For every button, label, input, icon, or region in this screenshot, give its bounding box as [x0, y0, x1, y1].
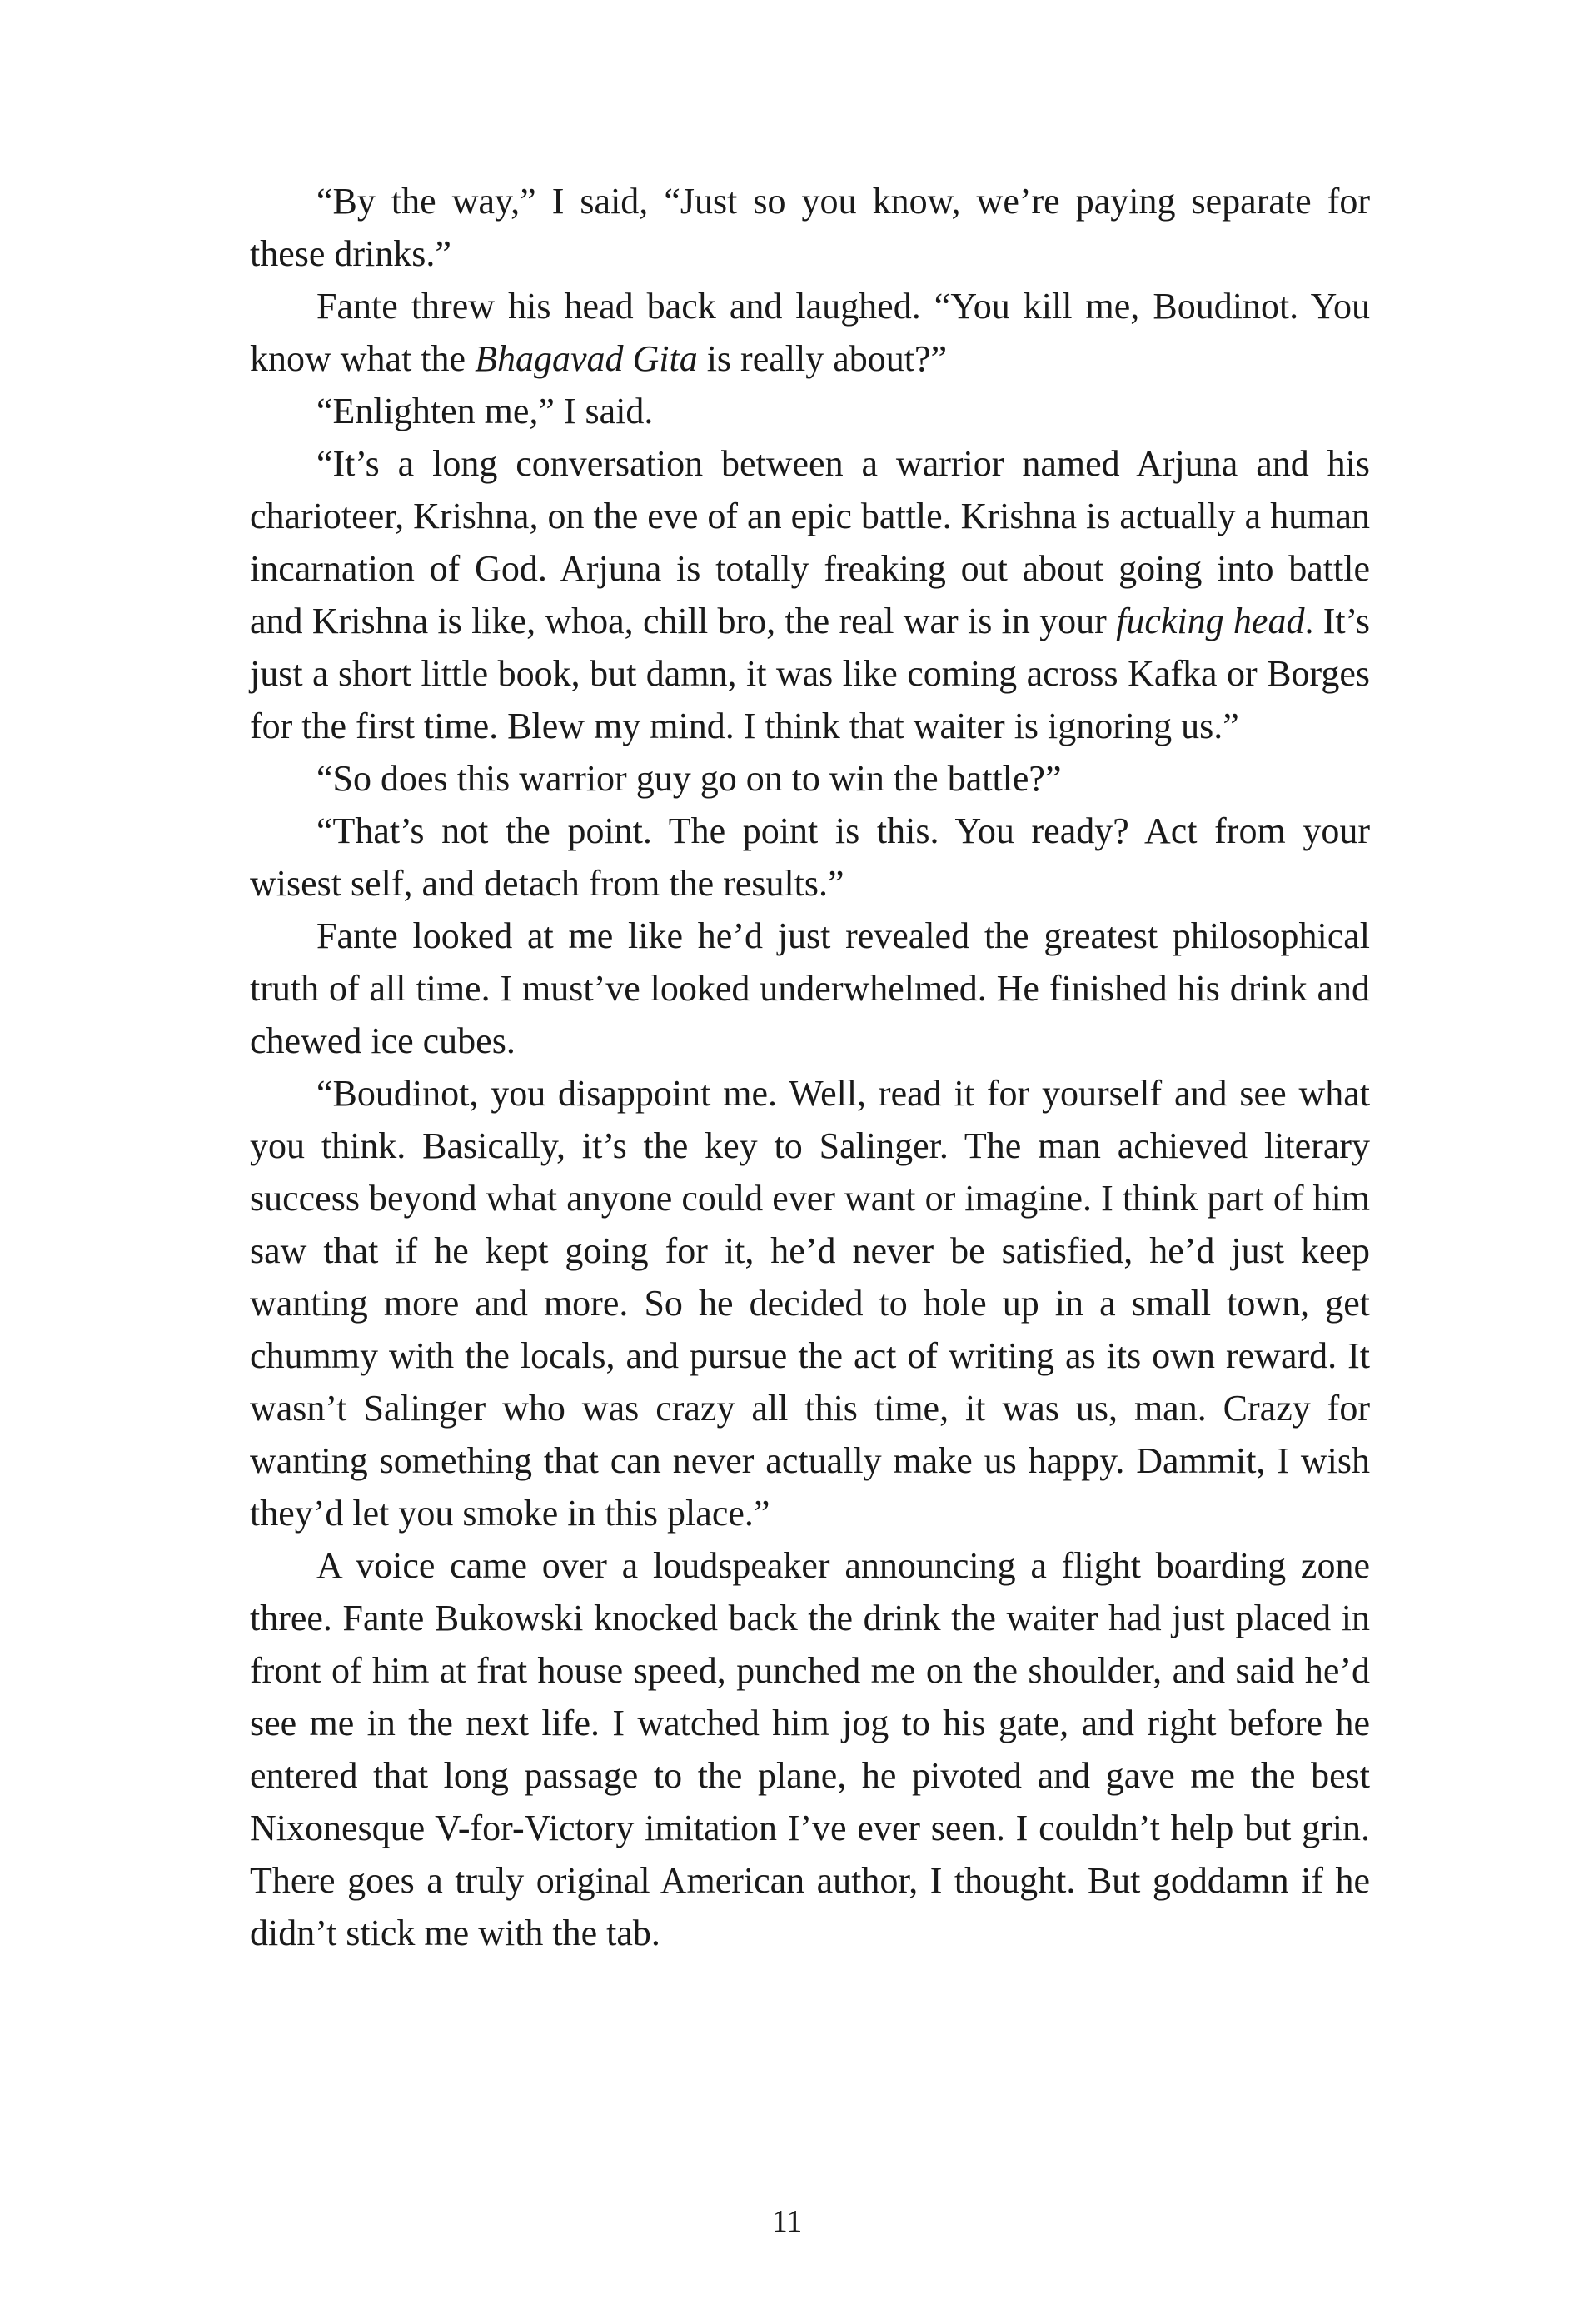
- italic-title: Bhagavad Gita: [475, 338, 698, 379]
- paragraph: [250, 280, 1370, 385]
- paragraph: “Boudinot, you disappoint me. Well, read it for yourself and see what you think. Basically, it’s the key to Salinger. The man achieved literary success beyond what anyone could ever want or imagine. I think part of him saw that if he kept going for it, he’d never be satisfied, he’d just keep wanting more and more. So he decided to hole up in a small town, get chummy with the locals, and pursue the act of writing as its own reward. It wasn’t Salinger who was crazy all this time, it was us, man. Crazy for wanting something that can never actually make us happy. Dammit, I wish they’d let you smoke in this place.”: [250, 1073, 1370, 1534]
- paragraph: “By the way,” I said, “Just so you know, we’re paying separate for these drinks.”: [250, 181, 1370, 274]
- text-run: Fante threw his head back and laughed. “You kill me, Boudinot. You know what the: [250, 286, 1370, 379]
- page-number: 11: [771, 2204, 803, 2239]
- body-text: [250, 175, 1370, 1959]
- paragraph: “So does this warrior guy go on to win the battle?”: [316, 758, 1062, 799]
- paragraph: A voice came over a loudspeaker announcing a flight boarding zone three. Fante Bukowski knocked back the drink the waiter had just placed in front of him at frat house speed, punched me on the shoulder, and said he’d see me in the next life. I watched him jog to his gate, and right before he entered that long passage to the plane, he pivoted and gave me the best Nixonesque V-for-Victory imitation I’ve ever seen. I couldn’t help but grin. There goes a truly original American author, I thought. But goddamn if he didn’t stick me with the tab.: [250, 1545, 1370, 1953]
- text-run: is really about?”: [697, 338, 948, 379]
- text-run: . It’s just a short little book, but damn, it was like coming across Kafka or Borges for the first time. Blew my mind. I think that waiter is ignoring us.”: [250, 601, 1370, 746]
- paragraph: Fante looked at me like he’d just revealed the greatest philosophical truth of all time. I must’ve looked underwhelmed. He finished his drink and chewed ice cubes.: [250, 915, 1370, 1061]
- paragraph: “That’s not the point. The point is this. You ready? Act from your wisest self, and detach from the results.”: [250, 810, 1370, 904]
- paragraph: [250, 437, 1370, 752]
- text-run: “It’s a long conversation between a warrior named Arjuna and his charioteer, Krishna, on the eve of an epic battle. Krishna is actually a human incarnation of God. Arjuna is totally freaking out about going into battle and Krishna is like, whoa, chill bro, the real war is in your: [250, 443, 1370, 641]
- paragraph: “Enlighten me,” I said.: [316, 391, 654, 431]
- italic-emphasis: fucking head: [1116, 601, 1305, 641]
